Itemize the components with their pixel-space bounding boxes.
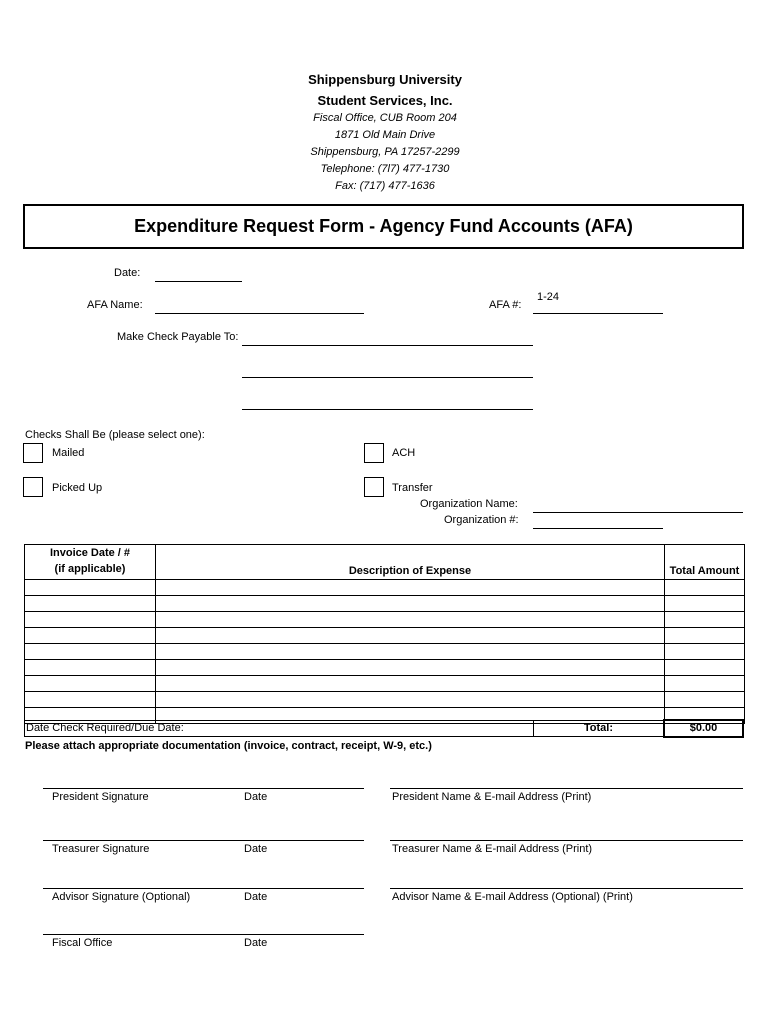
total-amount-cell (663, 719, 744, 738)
table-header-row (25, 545, 745, 580)
treasurer-date-label: Date (244, 843, 268, 855)
date-label: Date: (114, 267, 141, 279)
president-name-line[interactable] (390, 788, 743, 789)
fiscal-office-date-label: Date (244, 937, 268, 949)
ach-label: ACH (392, 447, 416, 459)
fiscal-office-label: Fiscal Office (52, 937, 113, 949)
advisor-name-line[interactable] (390, 888, 743, 889)
due-date-cell[interactable] (24, 720, 534, 737)
transfer-label: Transfer (392, 482, 433, 494)
amount-column-header: Total Amount (665, 545, 745, 580)
fiscal-office-signature-line[interactable] (43, 934, 364, 935)
org-number-label: Organization #: (444, 514, 519, 526)
afa-number-field[interactable] (533, 313, 663, 314)
picked-up-checkbox[interactable] (23, 477, 43, 497)
president-signature-label: President Signature (52, 791, 149, 803)
fax-line: Fax: (717) 477-1636 (335, 180, 435, 192)
afa-name-label: AFA Name: (87, 299, 143, 311)
total-label-cell (533, 720, 664, 737)
form-title: Expenditure Request Form - Agency Fund Accounts (AFA) (134, 216, 633, 236)
president-signature-line[interactable] (43, 788, 364, 789)
phone-line: Telephone: (7l7) 477-1730 (320, 163, 450, 175)
address-line: Shippensburg, PA 17257-2299 (310, 146, 460, 158)
table-row[interactable] (25, 676, 745, 692)
mailed-label: Mailed (52, 447, 85, 459)
org-name-label: Organization Name: (420, 498, 518, 510)
invoice-header-line: (if applicable) (54, 563, 126, 575)
table-row[interactable] (25, 644, 745, 660)
invoice-column-header (25, 545, 156, 580)
president-name-label: President Name & E-mail Address (Print) (392, 791, 592, 803)
total-label: Total: (583, 722, 613, 734)
due-date-label: Date Check Required/Due Date: (26, 722, 184, 734)
invoice-header-line: Invoice Date / # (49, 547, 131, 559)
org-number-field[interactable] (533, 528, 663, 529)
payable-field-line-2[interactable] (242, 377, 533, 378)
treasurer-name-label: Treasurer Name & E-mail Address (Print) (392, 843, 593, 855)
ach-checkbox[interactable] (364, 443, 384, 463)
treasurer-signature-line[interactable] (43, 840, 364, 841)
total-amount: $0.00 (689, 722, 718, 734)
afa-name-field[interactable] (155, 313, 364, 314)
table-row[interactable] (25, 660, 745, 676)
advisor-date-label: Date (244, 891, 268, 903)
table-row[interactable] (25, 612, 745, 628)
advisor-signature-line[interactable] (43, 888, 364, 889)
treasurer-signature-label: Treasurer Signature (52, 843, 150, 855)
table-row[interactable] (25, 596, 745, 612)
payable-label: Make Check Payable To: (117, 331, 239, 343)
table-row[interactable] (25, 580, 745, 596)
picked-up-label: Picked Up (52, 482, 103, 494)
org-name: Shippensburg University (308, 72, 462, 87)
advisor-name-label: Advisor Name & E-mail Address (Optional) (Print) (392, 891, 633, 903)
form-title-box (23, 204, 744, 249)
org-name-field[interactable] (533, 512, 743, 513)
org-subtitle: Student Services, Inc. (317, 93, 453, 108)
treasurer-name-line[interactable] (390, 840, 743, 841)
date-field[interactable] (155, 281, 242, 282)
payable-field-line-1[interactable] (242, 345, 533, 346)
mailed-checkbox[interactable] (23, 443, 43, 463)
description-column-header: Description of Expense (156, 545, 665, 580)
afa-number-label: AFA #: (489, 299, 522, 311)
address-line: Fiscal Office, CUB Room 204 (313, 112, 457, 124)
address-line: 1871 Old Main Drive (334, 129, 436, 141)
expense-table (24, 544, 745, 724)
transfer-checkbox[interactable] (364, 477, 384, 497)
attach-note: Please attach appropriate documentation (invoice, contract, receipt, W-9, etc.) (25, 740, 432, 752)
advisor-signature-label: Advisor Signature (Optional) (52, 891, 191, 903)
payable-field-line-3[interactable] (242, 409, 533, 410)
president-date-label: Date (244, 791, 268, 803)
afa-number-value: 1-24 (537, 291, 560, 303)
table-row[interactable] (25, 692, 745, 708)
checks-prompt: Checks Shall Be (please select one): (25, 429, 205, 441)
table-row[interactable] (25, 628, 745, 644)
